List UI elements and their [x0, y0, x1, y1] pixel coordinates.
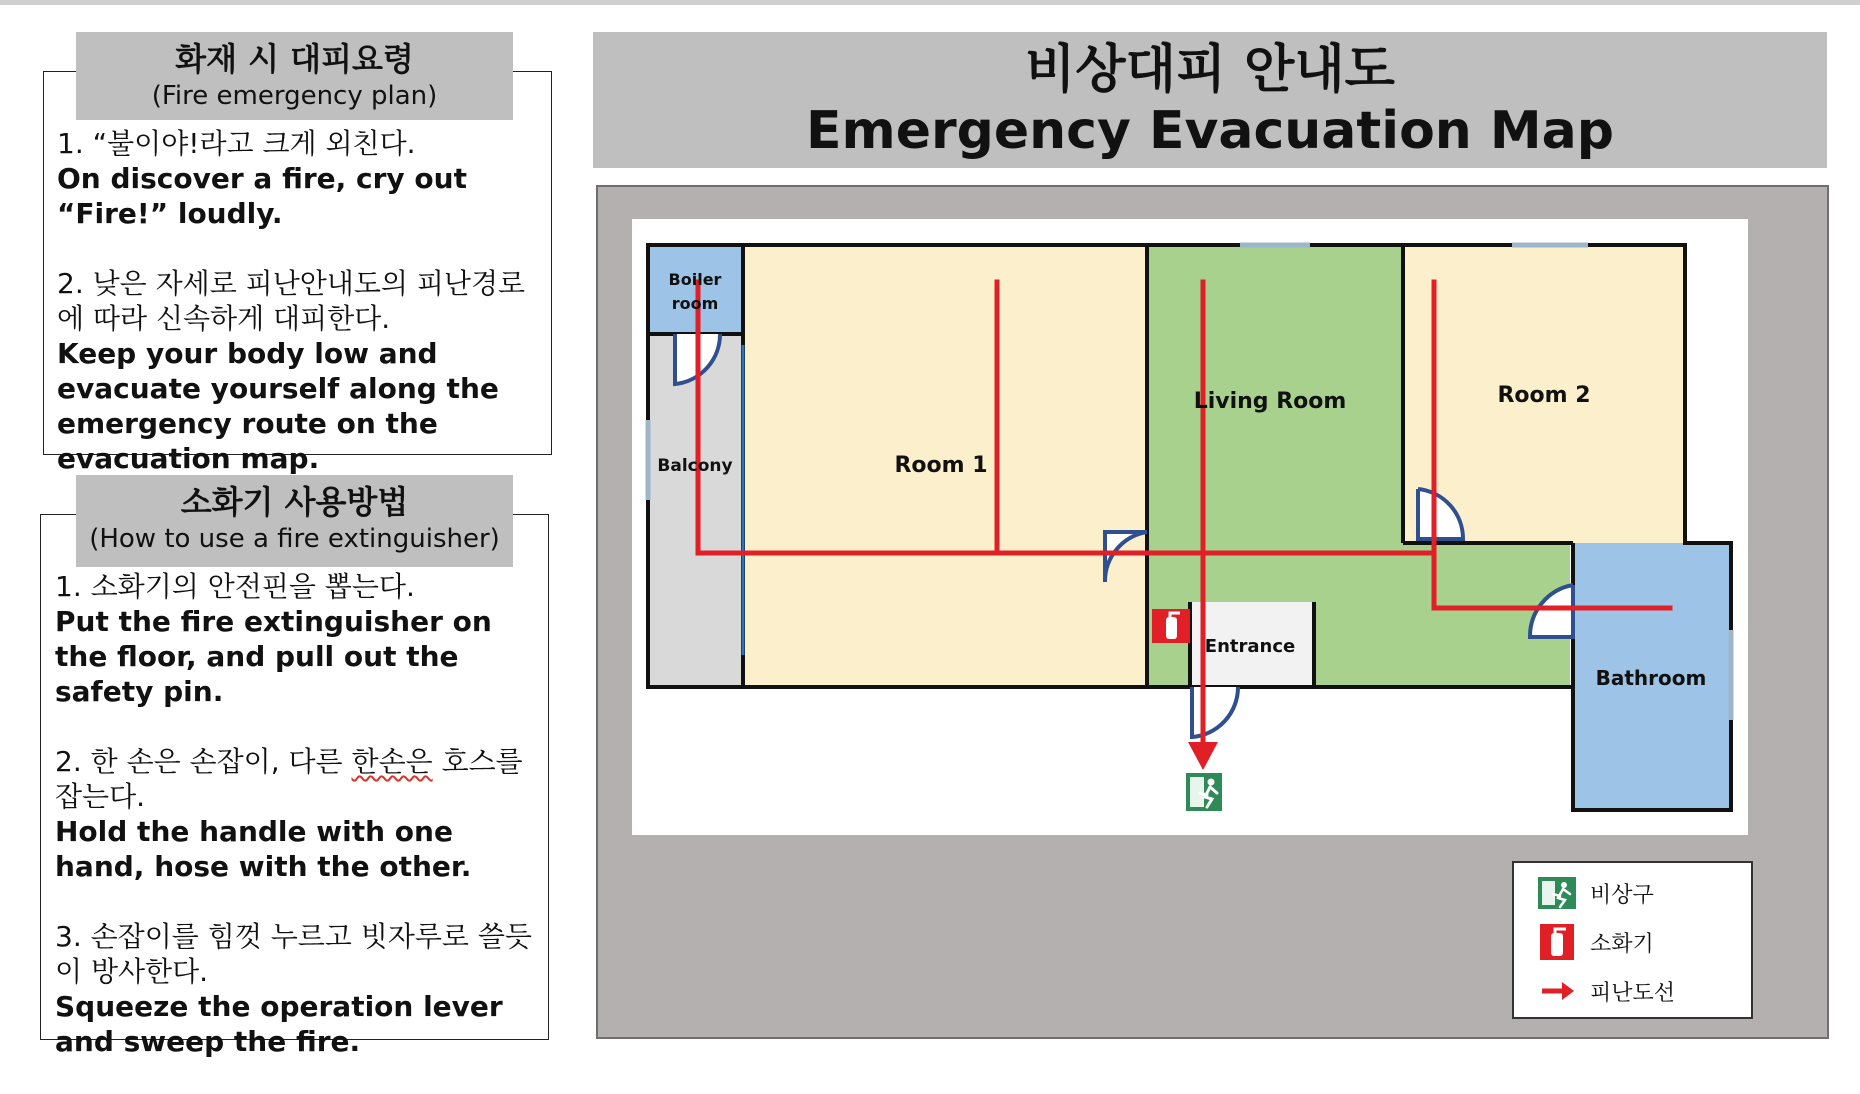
- legend-row-extinguisher: [1538, 924, 1654, 960]
- map-title-banner: [593, 32, 1827, 168]
- step-text-en: On discover a fire, cry out “Fire!” loudly.: [57, 162, 467, 230]
- map-legend: [1512, 861, 1753, 1019]
- fire-plan-step-1: [57, 126, 547, 231]
- extinguisher-step-1: [55, 569, 545, 709]
- legend-row-route: [1538, 973, 1675, 1009]
- spellcheck-underlined-word: 한손은: [351, 745, 433, 778]
- step-text-en: Put the fire extinguisher on the floor, and pull out the safety pin.: [55, 605, 492, 708]
- fire-plan-steps: [57, 126, 547, 511]
- step-text-ko: 2. 낮은 자세로 피난안내도의 피난경로에 따라 신속하게 대피한다.: [57, 267, 526, 335]
- extinguisher-title-ko: 소화기 사용방법: [180, 483, 409, 521]
- extinguisher-steps: [55, 569, 545, 1094]
- entrance-label: Entrance: [1204, 636, 1296, 657]
- step-text-ko-part: 2. 한 손은 손잡이, 다른: [55, 745, 352, 778]
- boiler-room-label-line2: room: [671, 294, 719, 313]
- floor-plan: [632, 219, 1748, 835]
- step-text-ko: 1. 소화기의 안전핀을 뽑는다.: [55, 570, 415, 603]
- map-title-en: Emergency Evacuation Map: [806, 101, 1614, 161]
- map-title-ko: 비상대피 안내도: [1025, 40, 1395, 100]
- fire-extinguisher-icon: [1538, 924, 1576, 960]
- step-text-en: Keep your body low and evacuate yourself along the emergency route on the evacuation map.: [57, 337, 499, 475]
- boiler-room-label-line1: Boiler: [668, 270, 722, 289]
- bathroom-label: Bathroom: [1595, 666, 1707, 690]
- extinguisher-header: [76, 475, 513, 567]
- step-text-en: Hold the handle with one hand, hose with the other.: [55, 815, 472, 883]
- door: [1192, 687, 1238, 737]
- route-arrow-icon: [1538, 979, 1576, 1003]
- emergency-exit-icon: [1538, 877, 1576, 909]
- legend-exit-label: 비상구: [1590, 882, 1654, 908]
- legend-route-label: 피난도선: [1590, 980, 1676, 1006]
- fire-plan-step-2: [57, 266, 547, 476]
- step-text-ko: 1. “불이야!라고 크게 외친다.: [57, 127, 416, 160]
- legend-row-exit: [1538, 875, 1654, 911]
- extinguisher-step-2: [55, 744, 545, 884]
- fire-plan-title-en: (Fire emergency plan): [151, 81, 438, 111]
- extinguisher-step-3: [55, 919, 545, 1059]
- step-text-ko: 3. 손잡이를 힘껏 누르고 빗자루로 쓸듯이 방사한다.: [55, 920, 532, 988]
- legend-extinguisher-label: 소화기: [1590, 931, 1654, 957]
- step-text-en: Squeeze the operation lever and sweep the fire.: [55, 990, 503, 1058]
- floor-plan-canvas: [632, 219, 1748, 835]
- emergency-exit-icon: [1186, 773, 1222, 811]
- fire-plan-title-ko: 화재 시 대피요령: [175, 40, 414, 78]
- fire-extinguisher-icon: [1152, 609, 1190, 643]
- top-border: [0, 0, 1860, 5]
- room2-label: Room 2: [1497, 383, 1591, 408]
- route-arrow-icon: [1188, 742, 1218, 770]
- fire-plan-header: [76, 32, 513, 120]
- step-text-ko-part: 호스를 잡는다.: [55, 745, 523, 813]
- room1-label: Room 1: [894, 453, 988, 478]
- step-text-ko: [55, 744, 545, 814]
- living-room-label: Living Room: [1193, 389, 1347, 414]
- extinguisher-title-en: (How to use a fire extinguisher): [89, 524, 500, 554]
- balcony-label: Balcony: [657, 456, 733, 476]
